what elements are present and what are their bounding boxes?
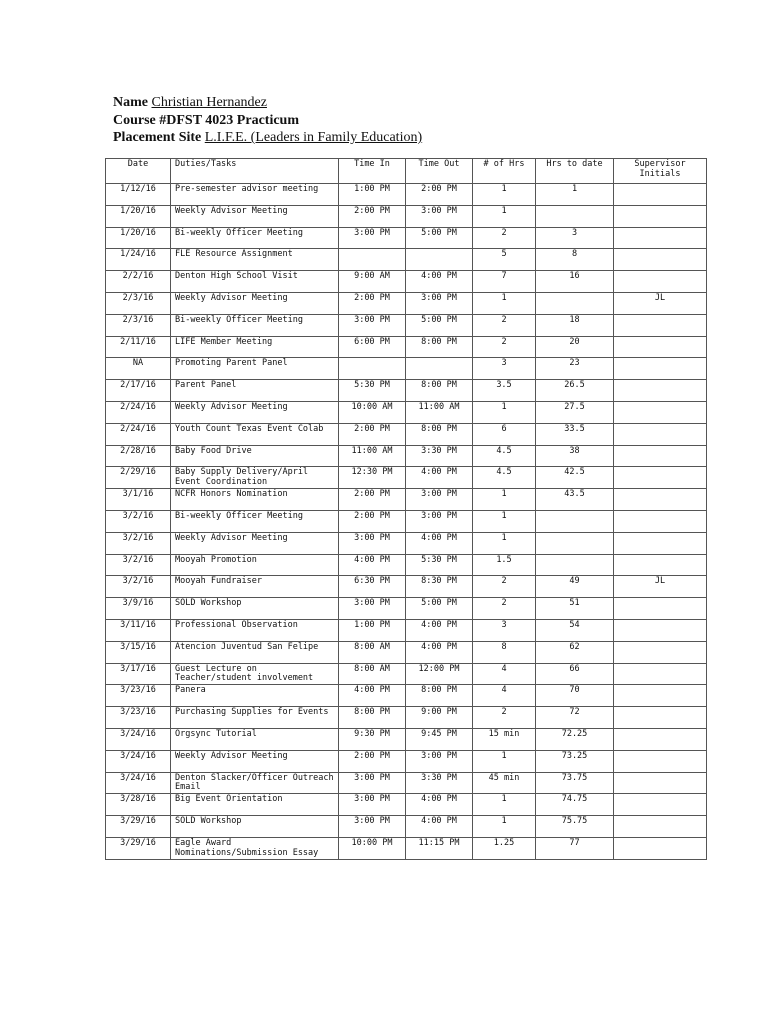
hours-cell: 7 <box>473 271 536 293</box>
supervisor-initials-cell <box>614 750 707 772</box>
duty-cell: Panera <box>171 685 339 707</box>
time-in-cell: 4:00 PM <box>339 554 406 576</box>
date-cell: 2/2/16 <box>106 271 171 293</box>
hours-to-date-cell <box>536 554 614 576</box>
time-in-cell: 3:00 PM <box>339 794 406 816</box>
supervisor-initials-cell <box>614 554 707 576</box>
table-row <box>106 794 707 816</box>
supervisor-initials-cell <box>614 336 707 358</box>
column-header-hours: # of Hrs <box>473 159 536 184</box>
duty-cell: Baby Supply Delivery/April Event Coordination <box>171 467 339 489</box>
date-cell: 3/24/16 <box>106 750 171 772</box>
hours-cell: 3 <box>473 358 536 380</box>
supervisor-initials-cell: JL <box>614 292 707 314</box>
table-header-row <box>106 159 707 184</box>
duty-cell: SOLD Workshop <box>171 816 339 838</box>
time-out-cell: 2:00 PM <box>406 184 473 206</box>
supervisor-initials-cell <box>614 445 707 467</box>
duty-cell: Youth Count Texas Event Colab <box>171 423 339 445</box>
time-out-cell: 4:00 PM <box>406 467 473 489</box>
duty-cell: Big Event Orientation <box>171 794 339 816</box>
course-line <box>113 112 422 130</box>
hours-to-date-cell: 1 <box>536 184 614 206</box>
date-cell: 2/3/16 <box>106 292 171 314</box>
duty-cell: Professional Observation <box>171 619 339 641</box>
supervisor-initials-cell <box>614 641 707 663</box>
hours-cell: 3 <box>473 619 536 641</box>
table-row <box>106 336 707 358</box>
table-row <box>106 271 707 293</box>
hours-cell: 2 <box>473 576 536 598</box>
time-in-cell <box>339 358 406 380</box>
time-out-cell: 4:00 PM <box>406 532 473 554</box>
hours-to-date-cell <box>536 532 614 554</box>
date-cell: 3/28/16 <box>106 794 171 816</box>
supervisor-initials-cell <box>614 619 707 641</box>
hours-to-date-cell: 62 <box>536 641 614 663</box>
time-out-cell: 11:00 AM <box>406 401 473 423</box>
hours-cell: 6 <box>473 423 536 445</box>
duty-cell: Eagle Award Nominations/Submission Essay <box>171 837 339 859</box>
time-in-cell: 2:00 PM <box>339 423 406 445</box>
time-out-cell: 8:00 PM <box>406 380 473 402</box>
hours-cell: 1 <box>473 816 536 838</box>
table-row <box>106 837 707 859</box>
table-row <box>106 619 707 641</box>
hours-cell: 1 <box>473 292 536 314</box>
hours-cell: 1.5 <box>473 554 536 576</box>
hours-log-table <box>105 158 707 860</box>
hours-cell: 4 <box>473 663 536 685</box>
hours-to-date-cell: 51 <box>536 598 614 620</box>
time-in-cell: 10:00 AM <box>339 401 406 423</box>
hours-log-body <box>106 159 707 860</box>
time-in-cell: 9:30 PM <box>339 728 406 750</box>
course-label: Course #DFST 4023 Practicum <box>113 112 299 128</box>
date-cell: 1/20/16 <box>106 205 171 227</box>
supervisor-initials-cell <box>614 380 707 402</box>
name-value: Christian Hernandez <box>151 95 267 110</box>
placement-line <box>113 129 422 147</box>
hours-cell: 2 <box>473 336 536 358</box>
hours-cell: 1.25 <box>473 837 536 859</box>
time-in-cell: 9:00 AM <box>339 271 406 293</box>
hours-to-date-cell: 43.5 <box>536 489 614 511</box>
hours-cell: 1 <box>473 532 536 554</box>
date-cell: NA <box>106 358 171 380</box>
table-row <box>106 184 707 206</box>
time-in-cell: 6:30 PM <box>339 576 406 598</box>
time-out-cell: 9:00 PM <box>406 707 473 729</box>
duty-cell: NCFR Honors Nomination <box>171 489 339 511</box>
time-in-cell: 3:00 PM <box>339 532 406 554</box>
time-out-cell <box>406 358 473 380</box>
date-cell: 3/1/16 <box>106 489 171 511</box>
date-cell: 2/11/16 <box>106 336 171 358</box>
table-row <box>106 728 707 750</box>
supervisor-initials-cell <box>614 772 707 794</box>
time-in-cell: 1:00 PM <box>339 184 406 206</box>
time-in-cell: 3:00 PM <box>339 314 406 336</box>
hours-cell: 1 <box>473 794 536 816</box>
hours-to-date-cell: 77 <box>536 837 614 859</box>
hours-cell: 4 <box>473 685 536 707</box>
hours-cell: 2 <box>473 707 536 729</box>
hours-cell: 1 <box>473 401 536 423</box>
duty-cell: Orgsync Tutorial <box>171 728 339 750</box>
date-cell: 2/24/16 <box>106 423 171 445</box>
duty-cell: FLE Resource Assignment <box>171 249 339 271</box>
supervisor-initials-cell <box>614 532 707 554</box>
time-out-cell: 3:00 PM <box>406 205 473 227</box>
hours-to-date-cell: 54 <box>536 619 614 641</box>
table-row <box>106 772 707 794</box>
supervisor-initials-cell <box>614 401 707 423</box>
hours-cell: 8 <box>473 641 536 663</box>
supervisor-initials-cell <box>614 598 707 620</box>
hours-to-date-cell: 75.75 <box>536 816 614 838</box>
date-cell: 2/29/16 <box>106 467 171 489</box>
time-out-cell: 12:00 PM <box>406 663 473 685</box>
duty-cell: Weekly Advisor Meeting <box>171 532 339 554</box>
supervisor-initials-cell <box>614 837 707 859</box>
table-row <box>106 554 707 576</box>
duty-cell: Pre-semester advisor meeting <box>171 184 339 206</box>
hours-to-date-cell: 27.5 <box>536 401 614 423</box>
date-cell: 1/20/16 <box>106 227 171 249</box>
time-in-cell: 12:30 PM <box>339 467 406 489</box>
date-cell: 2/28/16 <box>106 445 171 467</box>
table-row <box>106 358 707 380</box>
table-row <box>106 750 707 772</box>
duty-cell: Mooyah Promotion <box>171 554 339 576</box>
time-out-cell: 3:00 PM <box>406 750 473 772</box>
date-cell: 3/2/16 <box>106 576 171 598</box>
table-row <box>106 423 707 445</box>
time-out-cell: 4:00 PM <box>406 619 473 641</box>
table-row <box>106 576 707 598</box>
supervisor-initials-cell <box>614 467 707 489</box>
time-out-cell: 4:00 PM <box>406 271 473 293</box>
name-line <box>113 94 422 112</box>
column-header-time-in: Time In <box>339 159 406 184</box>
time-out-cell: 4:00 PM <box>406 794 473 816</box>
column-header-hours-to-date: Hrs to date <box>536 159 614 184</box>
duty-cell: Baby Food Drive <box>171 445 339 467</box>
hours-cell: 5 <box>473 249 536 271</box>
time-out-cell: 5:00 PM <box>406 598 473 620</box>
time-out-cell: 9:45 PM <box>406 728 473 750</box>
date-cell: 2/17/16 <box>106 380 171 402</box>
time-in-cell: 2:00 PM <box>339 489 406 511</box>
date-cell: 2/24/16 <box>106 401 171 423</box>
time-out-cell: 8:00 PM <box>406 423 473 445</box>
column-header-supervisor-initials: Supervisor Initials <box>614 159 707 184</box>
time-out-cell: 8:00 PM <box>406 685 473 707</box>
table-row <box>106 401 707 423</box>
date-cell: 3/23/16 <box>106 707 171 729</box>
duty-cell: Mooyah Fundraiser <box>171 576 339 598</box>
duty-cell: Guest Lecture on Teacher/student involvement <box>171 663 339 685</box>
time-out-cell: 5:00 PM <box>406 314 473 336</box>
date-cell: 3/29/16 <box>106 816 171 838</box>
time-out-cell: 3:00 PM <box>406 292 473 314</box>
supervisor-initials-cell <box>614 423 707 445</box>
time-in-cell: 10:00 PM <box>339 837 406 859</box>
hours-to-date-cell: 74.75 <box>536 794 614 816</box>
supervisor-initials-cell <box>614 271 707 293</box>
hours-to-date-cell: 23 <box>536 358 614 380</box>
hours-to-date-cell: 16 <box>536 271 614 293</box>
supervisor-initials-cell <box>614 728 707 750</box>
duty-cell: Bi-weekly Officer Meeting <box>171 227 339 249</box>
time-in-cell: 3:00 PM <box>339 227 406 249</box>
hours-cell: 2 <box>473 227 536 249</box>
duty-cell: Bi-weekly Officer Meeting <box>171 314 339 336</box>
hours-cell: 1 <box>473 205 536 227</box>
hours-cell: 3.5 <box>473 380 536 402</box>
supervisor-initials-cell <box>614 794 707 816</box>
hours-cell: 1 <box>473 510 536 532</box>
time-in-cell: 8:00 PM <box>339 707 406 729</box>
time-out-cell: 8:00 PM <box>406 336 473 358</box>
time-out-cell: 3:00 PM <box>406 489 473 511</box>
hours-to-date-cell <box>536 510 614 532</box>
column-header-time-out: Time Out <box>406 159 473 184</box>
time-in-cell: 2:00 PM <box>339 510 406 532</box>
hours-to-date-cell: 72 <box>536 707 614 729</box>
date-cell: 3/9/16 <box>106 598 171 620</box>
duty-cell: LIFE Member Meeting <box>171 336 339 358</box>
hours-to-date-cell: 18 <box>536 314 614 336</box>
time-in-cell: 4:00 PM <box>339 685 406 707</box>
hours-to-date-cell: 20 <box>536 336 614 358</box>
table-row <box>106 467 707 489</box>
hours-to-date-cell <box>536 205 614 227</box>
date-cell: 3/11/16 <box>106 619 171 641</box>
time-out-cell: 3:30 PM <box>406 445 473 467</box>
time-in-cell: 8:00 AM <box>339 641 406 663</box>
supervisor-initials-cell <box>614 358 707 380</box>
date-cell: 3/17/16 <box>106 663 171 685</box>
date-cell: 3/29/16 <box>106 837 171 859</box>
hours-cell: 15 min <box>473 728 536 750</box>
hours-cell: 2 <box>473 314 536 336</box>
supervisor-initials-cell <box>614 205 707 227</box>
duty-cell: Weekly Advisor Meeting <box>171 292 339 314</box>
name-label: Name <box>113 95 148 110</box>
date-cell: 1/24/16 <box>106 249 171 271</box>
placement-value: L.I.F.E. (Leaders in Family Education) <box>204 130 423 145</box>
hours-to-date-cell: 73.25 <box>536 750 614 772</box>
supervisor-initials-cell: JL <box>614 576 707 598</box>
hours-to-date-cell: 33.5 <box>536 423 614 445</box>
hours-cell: 4.5 <box>473 467 536 489</box>
table-row <box>106 380 707 402</box>
date-cell: 3/2/16 <box>106 532 171 554</box>
table-row <box>106 249 707 271</box>
table-row <box>106 292 707 314</box>
supervisor-initials-cell <box>614 663 707 685</box>
date-cell: 3/2/16 <box>106 510 171 532</box>
time-out-cell: 11:15 PM <box>406 837 473 859</box>
date-cell: 3/24/16 <box>106 772 171 794</box>
hours-to-date-cell: 73.75 <box>536 772 614 794</box>
time-out-cell: 3:30 PM <box>406 772 473 794</box>
time-in-cell: 2:00 PM <box>339 205 406 227</box>
date-cell: 3/2/16 <box>106 554 171 576</box>
duty-cell: Bi-weekly Officer Meeting <box>171 510 339 532</box>
duty-cell: Denton Slacker/Officer Outreach Email <box>171 772 339 794</box>
supervisor-initials-cell <box>614 227 707 249</box>
table-row <box>106 314 707 336</box>
hours-cell: 2 <box>473 598 536 620</box>
supervisor-initials-cell <box>614 249 707 271</box>
duty-cell: Weekly Advisor Meeting <box>171 401 339 423</box>
time-in-cell: 2:00 PM <box>339 750 406 772</box>
time-out-cell <box>406 249 473 271</box>
duty-cell: Weekly Advisor Meeting <box>171 750 339 772</box>
hours-to-date-cell: 72.25 <box>536 728 614 750</box>
table-row <box>106 816 707 838</box>
date-cell: 3/15/16 <box>106 641 171 663</box>
time-out-cell: 5:30 PM <box>406 554 473 576</box>
hours-cell: 45 min <box>473 772 536 794</box>
document-header <box>113 94 422 147</box>
time-out-cell: 4:00 PM <box>406 641 473 663</box>
date-cell: 1/12/16 <box>106 184 171 206</box>
table-row <box>106 707 707 729</box>
time-in-cell: 3:00 PM <box>339 816 406 838</box>
hours-to-date-cell: 66 <box>536 663 614 685</box>
date-cell: 3/23/16 <box>106 685 171 707</box>
table-row <box>106 685 707 707</box>
time-out-cell: 8:30 PM <box>406 576 473 598</box>
table-row <box>106 489 707 511</box>
table-row <box>106 205 707 227</box>
time-in-cell: 5:30 PM <box>339 380 406 402</box>
hours-cell: 1 <box>473 184 536 206</box>
time-in-cell <box>339 249 406 271</box>
date-cell: 2/3/16 <box>106 314 171 336</box>
duty-cell: Promoting Parent Panel <box>171 358 339 380</box>
supervisor-initials-cell <box>614 314 707 336</box>
duty-cell: Parent Panel <box>171 380 339 402</box>
time-in-cell: 6:00 PM <box>339 336 406 358</box>
time-in-cell: 8:00 AM <box>339 663 406 685</box>
hours-to-date-cell: 42.5 <box>536 467 614 489</box>
time-in-cell: 11:00 AM <box>339 445 406 467</box>
time-in-cell: 2:00 PM <box>339 292 406 314</box>
duty-cell: Denton High School Visit <box>171 271 339 293</box>
table-row <box>106 641 707 663</box>
hours-to-date-cell: 8 <box>536 249 614 271</box>
duty-cell: Atencion Juventud San Felipe <box>171 641 339 663</box>
hours-to-date-cell: 70 <box>536 685 614 707</box>
supervisor-initials-cell <box>614 510 707 532</box>
duty-cell: Purchasing Supplies for Events <box>171 707 339 729</box>
time-in-cell: 3:00 PM <box>339 598 406 620</box>
date-cell: 3/24/16 <box>106 728 171 750</box>
table-row <box>106 510 707 532</box>
hours-cell: 1 <box>473 750 536 772</box>
table-row <box>106 445 707 467</box>
supervisor-initials-cell <box>614 816 707 838</box>
supervisor-initials-cell <box>614 685 707 707</box>
column-header-date: Date <box>106 159 171 184</box>
table-row <box>106 598 707 620</box>
column-header-duties: Duties/Tasks <box>171 159 339 184</box>
table-row <box>106 227 707 249</box>
time-out-cell: 4:00 PM <box>406 816 473 838</box>
hours-to-date-cell: 49 <box>536 576 614 598</box>
time-out-cell: 3:00 PM <box>406 510 473 532</box>
hours-cell: 4.5 <box>473 445 536 467</box>
time-in-cell: 1:00 PM <box>339 619 406 641</box>
placement-label: Placement Site <box>113 130 202 145</box>
hours-cell: 1 <box>473 489 536 511</box>
supervisor-initials-cell <box>614 707 707 729</box>
supervisor-initials-cell <box>614 184 707 206</box>
duty-cell: SOLD Workshop <box>171 598 339 620</box>
time-out-cell: 5:00 PM <box>406 227 473 249</box>
hours-to-date-cell: 3 <box>536 227 614 249</box>
table-row <box>106 663 707 685</box>
hours-to-date-cell <box>536 292 614 314</box>
hours-to-date-cell: 26.5 <box>536 380 614 402</box>
supervisor-initials-cell <box>614 489 707 511</box>
hours-to-date-cell: 38 <box>536 445 614 467</box>
time-in-cell: 3:00 PM <box>339 772 406 794</box>
duty-cell: Weekly Advisor Meeting <box>171 205 339 227</box>
table-row <box>106 532 707 554</box>
